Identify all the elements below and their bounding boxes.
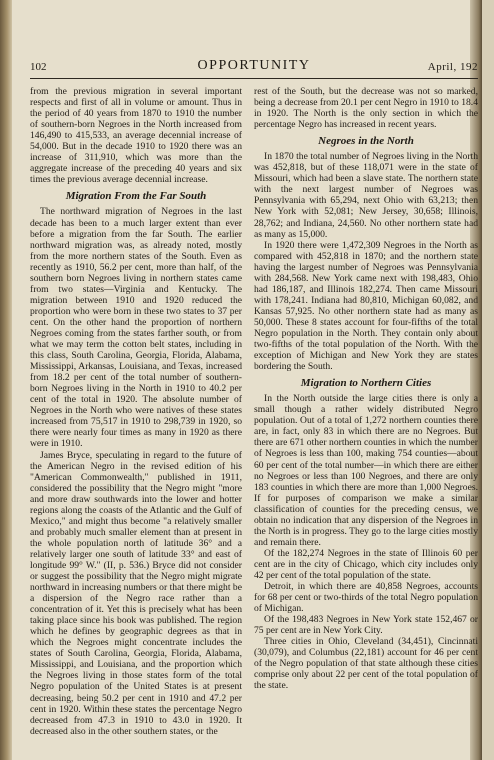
left-column xyxy=(30,86,242,737)
paragraph: In 1920 there were 1,472,309 Negroes in the North as compared with 452,818 in 1870; and the northern state having the largest number of Negroes was Pennsylvania with 284,568. New York came next with 198,483, Ohio had 186,187, and Illinois 182,274. Then came Missouri with 178,241. Indiana had 80,810, Michigan 60,082, and Kansas 57,925. No other northern state had as many as 50,000. These 8 states account for four-fifths of the total Negro population in the North. They contain only about two-fifths of the total population of the North. With the exception of Michigan and New York they are states bordering the South. xyxy=(254,239,478,373)
paragraph: Three cities in Ohio, Cleveland (34,451), Cincinnati (30,079), and Columbus (22,181) account for 46 per cent of the Negro population of that state although these cities comprise only about 22 per cent of the total population of the state. xyxy=(254,636,478,692)
page-number: 102 xyxy=(30,61,47,73)
paragraph: Of the 182,274 Negroes in the state of Illinois 60 per cent are in the city of Chicago, which city includes only 42 per cent of the total population of the state. xyxy=(254,547,478,581)
book-spine xyxy=(0,0,12,760)
paragraph: from the previous migration in several important respects and first of all in volume or amount. Thus in the period of 40 years from 1870 to 1910 the number of southern-born Negroes in the North increased from 146,490 to 415,533, an average decennial increase of 54,000. But in the decade 1910 to 1920 there was an increase of 311,910, which was more than the aggregate increase of the preceding 40 years and six times the previous average decennial increase. xyxy=(30,86,242,186)
paragraph: James Bryce, speculating in regard to the future of the American Negro in the revised edition of his "American Commonwealth," published in 1911, considered the possibility that the Negro might "more and more draw southwards into the lower and hotter regions along the coasts of the Atlantic and the Gulf of Mexico," and might thus become "a relatively smaller and probably much smaller element than at present in the whole population north of latitude 36° and a relatively larger one south of latitude 33° and east of longitude 99° W." (II, p. 536.) Bryce did not consider or suggest the possibility that the Negro might migrate northward in increasing numbers or that there might be a dispersion of the Negro race rather than a concentration of it. Yet this is precisely what has been taking place since his book was published. The region which he defines by geographic degrees as that in which the Negroes might concentrate includes the states of South Carolina, Georgia, Florida, Alabama, Mississippi, and Louisiana, and the proportion which the Negroes living in those states form of the total Negro population of the United States is at present decreasing, being 50.2 per cent in 1910 and 47.2 per cent in 1920. Within these states the percentage Negro decreased from 47.3 in 1910 to 43.0 in 1920. It decreased also in the other southern states, or the xyxy=(30,449,242,737)
paragraph: In the North outside the large cities there is only a small though a rather widely distributed Negro population. Out of a total of 1,272 northern counties there are, in fact, only 83 in which there are no Negroes. But there are 671 other northern counties in which the number of Negroes is less than 100, making 754 counties—about 60 per cent of the total number—in which there are either no Negroes or less than 100 Negroes, and there are only 183 counties in which there are more than 1,000 Negroes. If for purposes of comparison we make a similar classification of counties for the preceding census, we obtain no indication that any dispersion of the Negroes in the North is in progress. They go to the large cities mostly and remain there. xyxy=(254,393,478,548)
right-column xyxy=(254,86,478,691)
paragraph: In 1870 the total number of Negroes living in the North was 452,818, but of these 118,071 were in the state of Missouri, which had been a slave state. The northern state with the next largest number of Negroes was Pennsylvania with 65,294, next Ohio with 63,213; then New York with 52,081; New Jersey, 30,658; Illinois, 28,762; and Indiana, 24,560. No other northern state had as many as 15,000. xyxy=(254,151,478,240)
section-heading: Migration to Northern Cities xyxy=(300,377,432,390)
running-header xyxy=(30,58,478,80)
issue-date: April, 192 xyxy=(427,61,478,73)
paragraph: The northward migration of Negroes in the last decade has been to a much larger extent than ever before a migration from the far South. The earlier northward migration was, as already noted, mostly from the more northern states of the South. Even as recently as 1910, 56.2 per cent, more than half, of the southern born Negroes living in northern states came from two states—Virginia and Kentucky. The migration between 1910 and 1920 reduced the proportion who were born in these two states to 37 per cent. On the other hand the proportion of northern Negroes coming from the states farther south, or from what we may term the cotton belt states, including in this class, South Carolina, Georgia, Florida, Alabama, Mississippi, Arkansas, Louisiana, and Texas, increased from 18.2 per cent of the total number of southern-born Negroes living in the North in 1910 to 40.2 per cent of the total in 1920. The absolute number of Negroes in the North who were natives of these states increased from 75,517 in 1910 to 298,739 in 1920, so there were nearly four times as many in 1920 as there were in 1910. xyxy=(30,206,242,450)
paragraph: rest of the South, but the decrease was not so marked, being a decrease from 20.1 per cent Negro in 1910 to 18.4 in 1920. The North is the only section in which the percentage Negro has increased in recent years. xyxy=(254,86,478,131)
paragraph: Detroit, in which there are 40,858 Negroes, accounts for 68 per cent or two-thirds of the total Negro population of Michigan. xyxy=(254,581,478,615)
paragraph: Of the 198,483 Negroes in New York state 152,467 or 75 per cent are in New York City. xyxy=(254,614,478,637)
section-heading: Migration From the Far South xyxy=(65,190,207,203)
journal-title: OPPORTUNITY xyxy=(197,58,311,73)
section-heading: Negroes in the North xyxy=(318,135,414,148)
header-rule xyxy=(30,78,478,79)
